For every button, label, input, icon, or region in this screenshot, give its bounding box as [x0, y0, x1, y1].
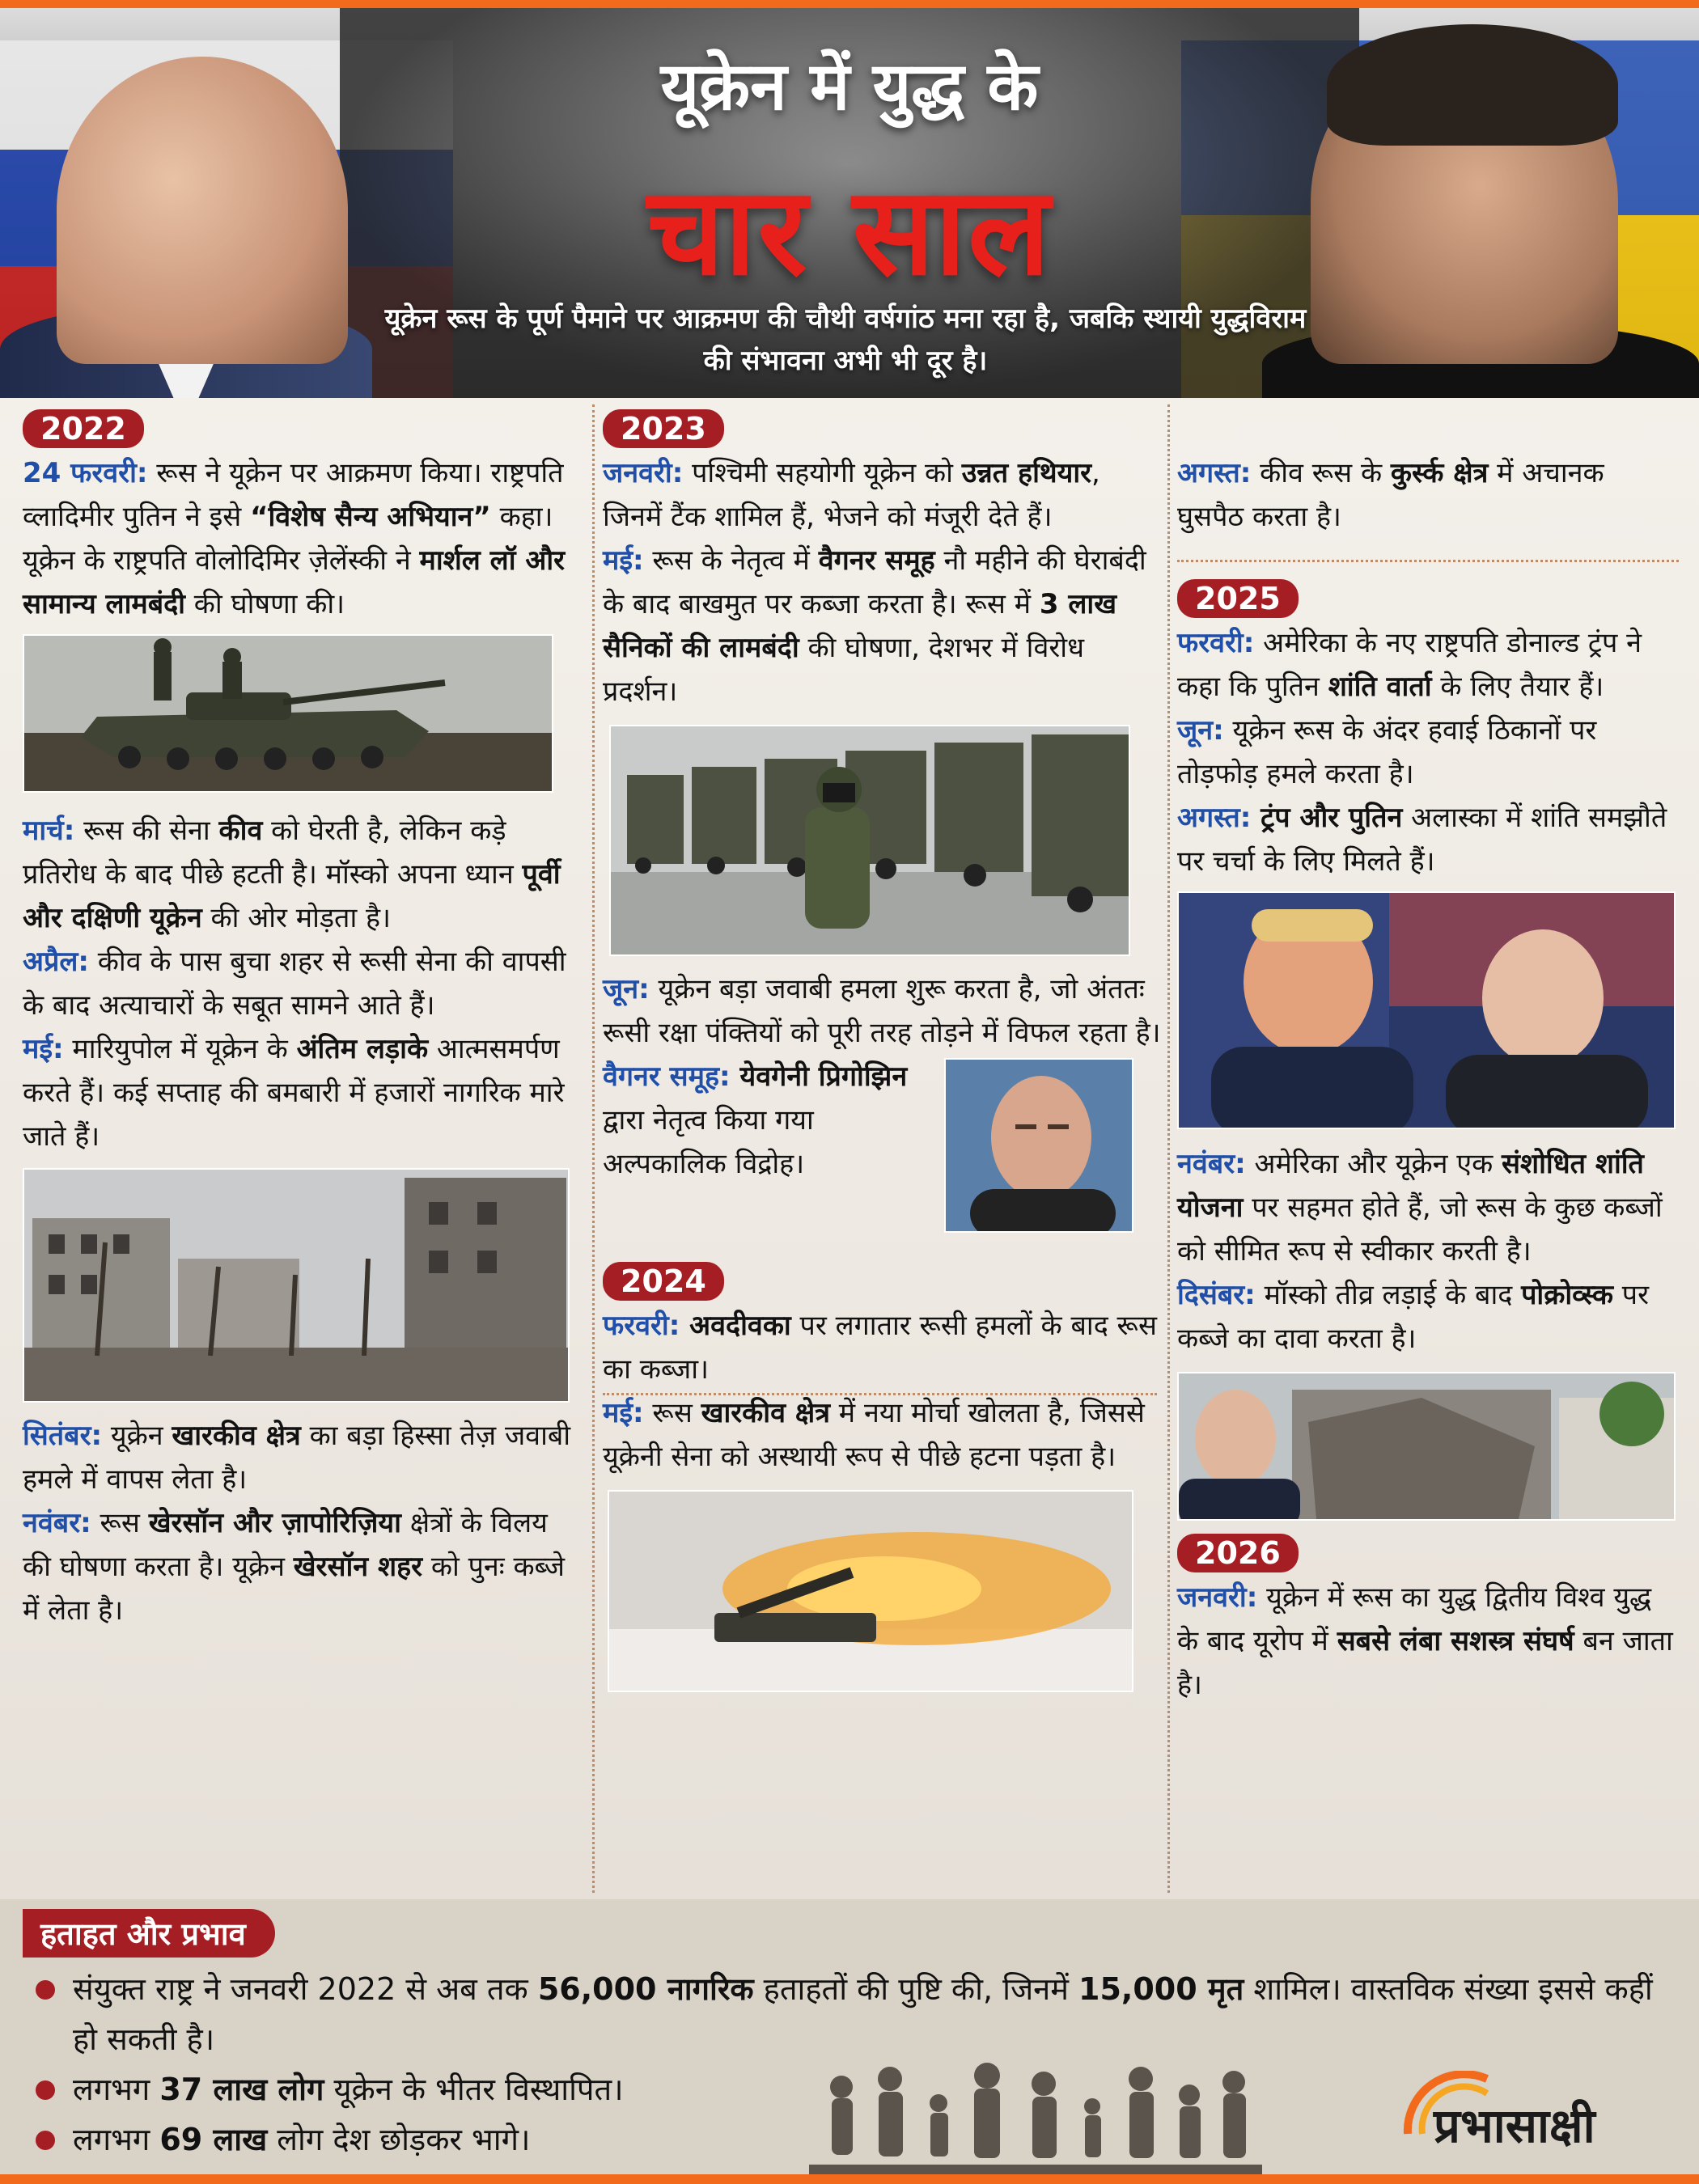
event-2024-may: मई: रूस खारकीव क्षेत्र में नया मोर्चा खोलता है, जिससे यूक्रेनी सेना को अस्थायी रूप से पीछे हटना पड़ता है। — [603, 1397, 1145, 1473]
year-badge-2023: 2023 — [603, 409, 724, 448]
event-2022-apr: अप्रैल: कीव के पास बुचा शहर से रूसी सेना की वापसी के बाद अत्याचारों के सबूत सामने आते हैं। — [23, 946, 566, 1022]
prabhasakshi-logo — [1400, 2071, 1675, 2168]
year-badge-2025: 2025 — [1177, 579, 1299, 618]
column-2022 — [23, 404, 581, 1632]
column-2024-2026 — [1177, 404, 1679, 1707]
event-2025-aug: अगस्त: ट्रंप और पुतिन अलास्का में शांति समझौते पर चर्चा के लिए मिलते हैं। — [1177, 802, 1667, 878]
event-2022-mar: मार्च: रूस की सेना कीव को घेरती है, लेकिन कड़े प्रतिरोध के बाद पीछे हटती है। मॉस्को अपना ध्यान पूर्वी और दक्षिणी यूक्रेन की ओर मोड़ता है। — [23, 815, 561, 934]
month-label: अगस्त: — [1177, 457, 1252, 489]
impact-bullet-casualties: संयुक्त राष्ट्र ने जनवरी 2022 से अब तक 56,000 नागरिक हताहतों की पुष्टि की, जिनमें 15,000 मृत शामिल। वास्तविक संख्या इससे कहीं हो सकती है। — [32, 1964, 1675, 2064]
putin-damaged-building-photo — [1177, 1372, 1676, 1521]
month-label: मई: — [603, 1397, 644, 1429]
month-label: मई: — [23, 1033, 64, 1065]
event-2023-jun: जून: यूक्रेन बड़ा जवाबी हमला शुरू करता है, जो अंततः रूसी रक्षा पंक्तियों को पूरी तरह तोड़ने में विफल रहता है। — [603, 973, 1161, 1049]
prigozhin-photo — [944, 1058, 1133, 1233]
event-2026-jan: जनवरी: यूक्रेन में रूस का युद्ध द्वितीय विश्व युद्ध के बाद यूरोप में सबसे लंबा सशस्त्र संघर्ष बन जाता है। — [1177, 1581, 1673, 1701]
event-2024-aug: अगस्त: कीव रूस के कुर्स्क क्षेत्र में अचानक घुसपैठ करता है। — [1177, 457, 1604, 533]
event-2024-feb: फरवरी: अवदीवका पर लगातार रूसी हमलों के बाद रूस का कब्जा। — [603, 1310, 1157, 1386]
header-subtitle: यूक्रेन रूस के पूर्ण पैमाने पर आक्रमण की चौथी वर्षगांठ मना रहा है, जबकि स्थायी युद्धविराम की संभावना अभी भी दूर है। — [384, 303, 1307, 377]
bullet-dot-icon — [36, 2080, 55, 2100]
logo-text: प्रभासाक्षी — [1434, 2098, 1595, 2153]
month-label: अप्रैल: — [23, 946, 89, 978]
month-label: नवंबर: — [23, 1507, 91, 1539]
month-label: फरवरी: — [1177, 627, 1255, 659]
column-divider-2 — [1167, 404, 1170, 1893]
event-2022-sep: सितंबर: यूक्रेन खारकीव क्षेत्र का बड़ा हिस्सा तेज़ जवाबी हमले में वापस लेता है। — [23, 1420, 571, 1496]
month-label: मई: — [603, 544, 644, 577]
event-2022-may: मई: मारियुपोल में यूक्रेन के अंतिम लड़ाके आत्मसमर्पण करते हैं। कई सप्ताह की बमबारी में हजारों नागरिक मारे जाते हैं। — [23, 1033, 565, 1153]
month-label: वैगनर समूह: — [603, 1060, 731, 1093]
refugee-silhouettes-icon — [809, 2055, 1262, 2176]
column-divider-1 — [592, 404, 595, 1893]
header-banner — [0, 8, 1699, 398]
bullet-dot-icon — [36, 2131, 55, 2150]
event-2023-wagner: वैगनर समूह: येवगेनी प्रिगोझिन द्वारा नेतृत्व किया गया अल्पकालिक विद्रोह। — [603, 1060, 908, 1180]
impact-bullet-refugees: लगभग 69 लाख लोग देश छोड़कर भागे। — [32, 2114, 1675, 2165]
impact-bullet-displaced: लगभग 37 लाख लोग यूक्रेन के भीतर विस्थापित। — [32, 2064, 1675, 2114]
tank-photo — [23, 634, 553, 793]
year-badge-2022: 2022 — [23, 409, 144, 448]
bullet-dot-icon — [36, 1980, 55, 2000]
event-2025-nov: नवंबर: अमेरिका और यूक्रेन एक संशोधित शांति योजना पर सहमत होते हैं, जो रूस के कुछ कब्जों को सीमित रूप से स्वीकार करती है। — [1177, 1148, 1663, 1268]
military-convoy-photo — [609, 725, 1130, 956]
month-label: जून: — [1177, 714, 1224, 747]
event-2025-jun: जून: यूक्रेन रूस के अंदर हवाई ठिकानों पर तोड़फोड़ हमले करता है। — [1177, 714, 1597, 790]
title-line-1: यूक्रेन में युद्ध के — [660, 49, 1039, 125]
year-badge-2026: 2026 — [1177, 1534, 1299, 1572]
top-accent-line — [0, 0, 1699, 8]
event-2023-jan: जनवरी: पश्चिमी सहयोगी यूक्रेन को उन्नत हथियार, जिनमें टैंक शामिल हैं, भेजने को मंजूरी देते हैं। — [603, 457, 1100, 533]
event-2022-nov: नवंबर: रूस खेरसॉन और ज़ापोरिज़िया क्षेत्रों के विलय की घोषणा करता है। यूक्रेन खेरसॉन शहर को पुनः कब्जे में लेता है। — [23, 1507, 565, 1627]
month-label: दिसंबर: — [1177, 1279, 1256, 1311]
month-label: 24 फरवरी: — [23, 457, 148, 489]
month-label: फरवरी: — [603, 1310, 680, 1342]
month-label: जनवरी: — [1177, 1581, 1258, 1614]
event-2023-may: मई: रूस के नेतृत्व में वैगनर समूह नौ महीने की घेराबंदी के बाद बाखमुत पर कब्जा करता है। रूस में 3 लाख सैनिकों की लामबंदी की घोषणा, देशभर में विरोध प्रदर्शन। — [603, 544, 1146, 708]
month-label: नवंबर: — [1177, 1148, 1246, 1180]
event-2025-dec: दिसंबर: मॉस्को तीव्र लड़ाई के बाद पोक्रोव्स्क पर कब्जे का दावा करता है। — [1177, 1279, 1649, 1355]
event-2025-feb: फरवरी: अमेरिका के नए राष्ट्रपति डोनाल्ड ट्रंप ने कहा कि पुतिन शांति वार्ता के लिए तैयार हैं। — [1177, 627, 1642, 703]
year-badge-2024: 2024 — [603, 1262, 724, 1301]
month-label: मार्च: — [23, 815, 75, 847]
month-label: अगस्त: — [1177, 802, 1252, 834]
event-2022-feb: 24 फरवरी: रूस ने यूक्रेन पर आक्रमण किया। राष्ट्रपति व्लादिमीर पुतिन ने इसे “विशेष सैन्य अभियान” कहा। यूक्रेन के राष्ट्रपति वोलोदिमिर ज़ेलेंस्की ने मार्शल लॉ और सामान्य लामबंदी की घोषणा की। — [23, 457, 566, 620]
trump-putin-photo — [1177, 891, 1676, 1129]
column-2023-2024 — [603, 404, 1161, 1692]
wagner-block — [603, 1055, 1161, 1236]
title-line-2: चार साल — [647, 162, 1052, 303]
rocket-launcher-photo — [608, 1490, 1133, 1692]
month-label: जनवरी: — [603, 457, 684, 489]
month-label: जून: — [603, 973, 650, 1005]
month-label: सितंबर: — [23, 1420, 103, 1452]
bottom-accent-line — [0, 2174, 1699, 2184]
impact-heading: हताहत और प्रभाव — [23, 1909, 275, 1958]
destroyed-city-photo — [23, 1168, 570, 1403]
